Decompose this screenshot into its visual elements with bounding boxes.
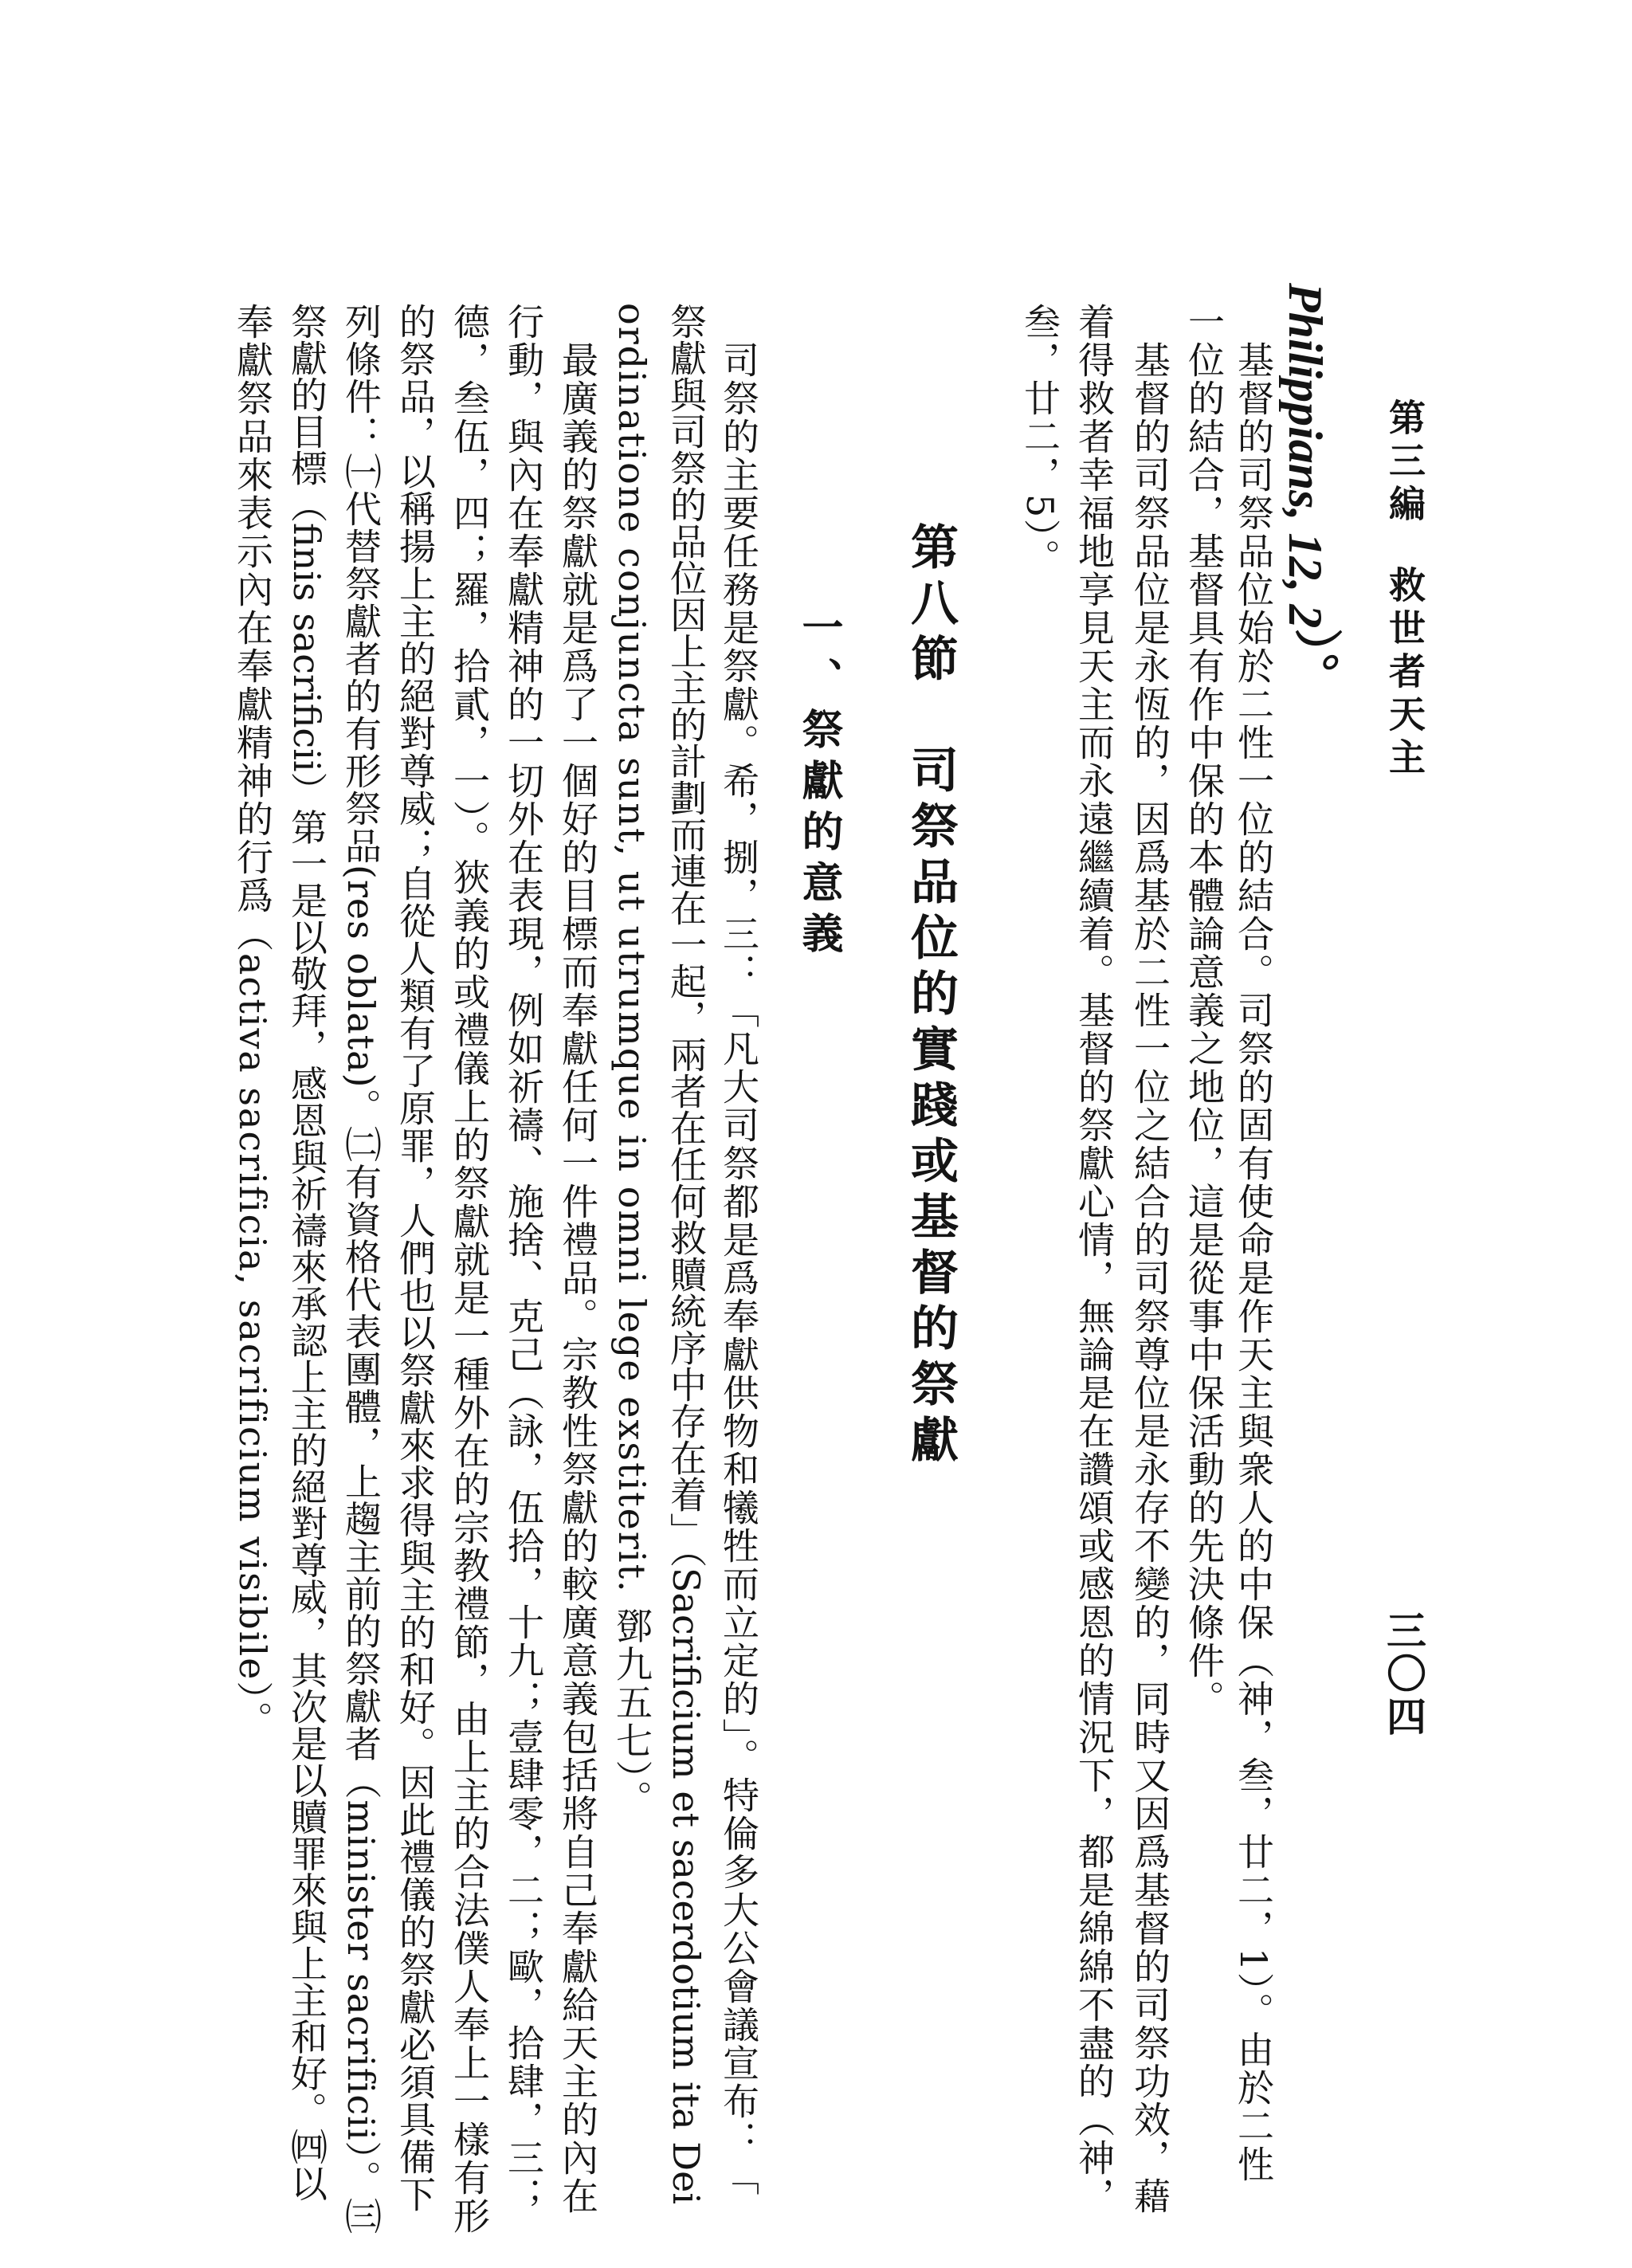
paragraph-1-line-2: 一位的結合，基督具有作中保的本體論意義之地位，這是從事中保活動的先決條件。	[1183, 303, 1226, 1718]
paragraph-2-line-4: 最廣義的祭獻就是爲了一個好的目標而奉獻任何一件禮品。宗教性祭獻的較廣意義包括將自己奉獻給天主的內在	[556, 303, 599, 2215]
paragraph-2-line-5: 行動，與內在奉獻精神的一切外在表現，例如祈禱、施捨、克己（詠，伍拾，十九；壹肆零，二；歐，拾肆，三；	[502, 303, 545, 2215]
paragraph-2-line-9: 祭獻的目標（finis sacrificii）第一是以敬拜，感恩與祈禱來承認上主的絕對尊威，其次是以贖罪來與上主和好。㈣以	[285, 303, 328, 2202]
paragraph-2-line-1: 司祭的主要任務是祭獻。希，捌，三：「凡大司祭都是爲奉獻供物和犧牲而立定的」。特倫多大公會議宣布：「	[717, 303, 760, 2197]
paragraph-1-line-5: 叁，廿二，5）。	[1018, 303, 1061, 578]
paragraph-1-line-4: 着得救者幸福地享見天主而永遠繼續着。基督的祭獻心情，無論是在讚頌或感恩的情況下，都是綿綿不盡的（神，	[1073, 303, 1116, 2215]
paragraph-1-line-3: 基督的司祭品位是永恆的，因爲基於二性一位之結合的司祭尊位是永存不變的，同時又因爲基督的司祭功效，藉	[1128, 303, 1171, 2215]
paragraph-2-line-3: ordinatione conjuncta sunt, ut utrumque in omni lege exstiterit. 鄧九五七）。	[610, 303, 653, 1819]
subsection-heading: 一、祭獻的意義	[794, 606, 843, 963]
paragraph-2-line-2: 祭獻與司祭的品位因上主的計劃而連在一起，兩者在任何救贖統序中存在着」（Sacrificium et sacerdotium ita Dei	[665, 303, 708, 2205]
section-heading: 第八節 司祭品位的實踐或基督的祭獻	[903, 522, 959, 1470]
paragraph-2-line-8: 列條件：㈠代替祭獻者的有形祭品(res oblata)。㈡有資格代表團體，上趨主前的祭獻者（minister sacrificii）。㈢	[339, 303, 382, 2235]
scripture-reference: Philippians, 12, 2）。	[1279, 283, 1332, 700]
paragraph-2-line-7: 的祭品，以稱揚上主的絕對尊威；自從人類有了原罪，人們也以祭獻來求得與主的和好。因此禮儀的祭獻必須具備下	[394, 303, 437, 2213]
paragraph-2-line-10: 奉獻祭品來表示內在奉獻精神的行爲（activa sacrificia, sacrificium visibile）。	[231, 303, 274, 1740]
running-header: 第三編 救世者天主	[1383, 398, 1426, 782]
paragraph-1-line-1: 基督的司祭品位始於二性一位的結合。司祭的固有使命是作天主與衆人的中保（神，叁，廿二，1）。由於二性	[1232, 303, 1275, 2184]
paragraph-2-line-6: 德，叁伍，四；羅，拾貳，一）。狹義的或禮儀上的祭獻就是一種外在的宗教禮節，由上主的合法僕人奉上一樣有形	[448, 303, 491, 2235]
page-number: 三〇四	[1380, 1610, 1427, 1739]
